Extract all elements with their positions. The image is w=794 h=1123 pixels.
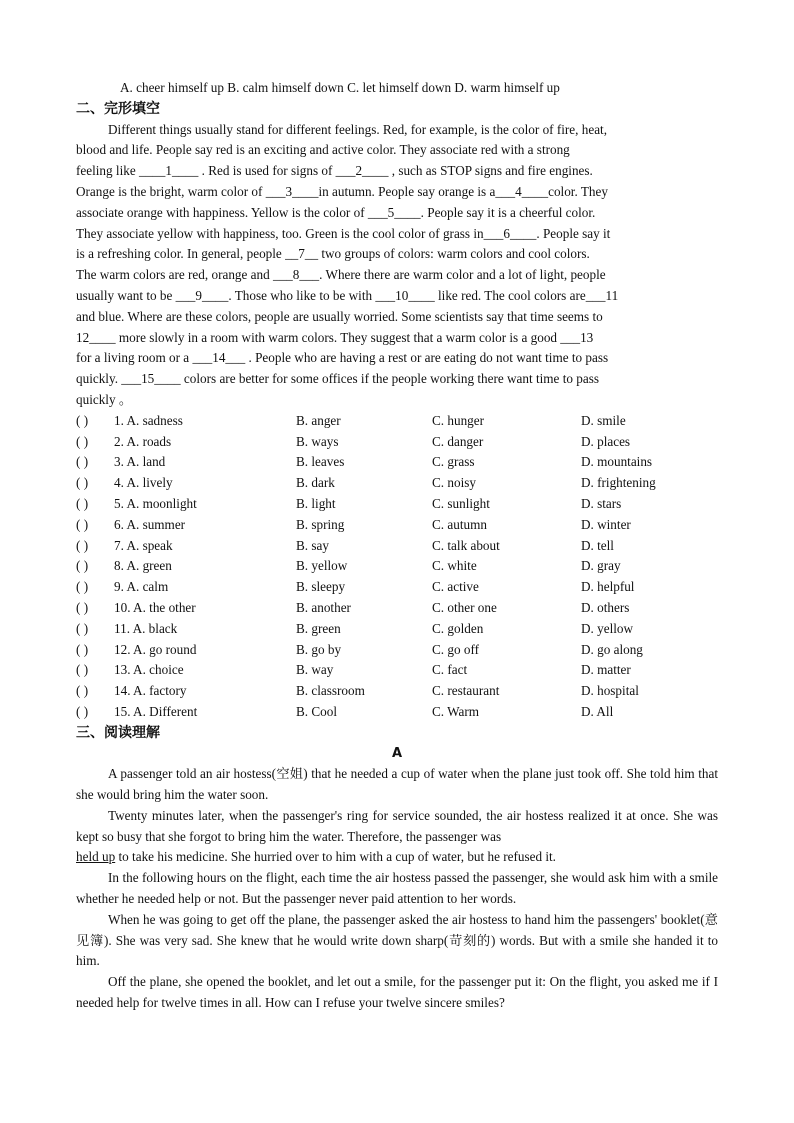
answer-bracket[interactable]: ( ) <box>76 516 89 532</box>
option-a: 8. A. green <box>114 558 172 574</box>
option-c: C. talk about <box>432 537 500 553</box>
option-c: C. danger <box>432 433 484 449</box>
answer-bracket[interactable]: ( ) <box>76 454 89 470</box>
reading-paragraph: In the following hours on the flight, each time the air hostess passed the passenger, she would ask him with a smile whether he needed help or not. But the passenger never paid attention to her words. <box>76 870 718 907</box>
answer-bracket[interactable]: ( ) <box>76 641 89 657</box>
option-b: B. ways <box>296 433 339 449</box>
reading-paragraph-text: to take his medicine. She hurried over to him with a cup of water, but he refused it. <box>115 849 556 865</box>
option-d: D. hospital <box>581 683 639 699</box>
question-row <box>76 411 718 432</box>
option-a: 7. A. speak <box>114 537 173 553</box>
option-d: D. smile <box>581 412 626 428</box>
answer-bracket[interactable]: ( ) <box>76 620 89 636</box>
reading-paragraph: A passenger told an air hostess(空姐) that he needed a cup of water when the plane just took off. She told him that she would bring him the water soon. <box>76 766 718 803</box>
option-d: D. All <box>581 703 614 719</box>
cloze-passage-line: and blue. Where are these colors, people are usually worried. Some scientists say that time seems to <box>76 308 603 324</box>
option-a: 3. A. land <box>114 454 166 470</box>
cloze-passage-line: The warm colors are red, orange and ___8___. Where there are warm color and a lot of light, people <box>76 267 606 283</box>
option-b: B. dark <box>296 475 335 491</box>
option-a: 12. A. go round <box>114 641 197 657</box>
option-d: D. frightening <box>581 475 656 491</box>
option-d: D. tell <box>581 537 614 553</box>
option-d: D. others <box>581 599 630 615</box>
option-c: C. autumn <box>432 516 487 532</box>
option-c: C. restaurant <box>432 683 500 699</box>
cloze-passage-line: quickly 。 <box>76 391 133 407</box>
cloze-passage-line: is a refreshing color. In general, people __7__ two groups of colors: warm colors and cool colors. <box>76 246 590 262</box>
reading-paragraph: When he was going to get off the plane, the passenger asked the air hostess to hand him the passengers' booklet(意见簿). She was very sad. She knew that he would write down sharp(苛刻的) words. But with a smile she handed it to him. <box>76 911 718 969</box>
question-row <box>76 494 718 515</box>
option-b: B. sleepy <box>296 579 346 595</box>
option-c: C. sunlight <box>432 495 490 511</box>
question-row <box>76 556 718 577</box>
question-row <box>76 619 718 640</box>
answer-bracket[interactable]: ( ) <box>76 703 89 719</box>
cloze-passage-line: Different things usually stand for different feelings. Red, for example, is the color of fire, heat, <box>108 121 608 137</box>
option-a: 1. A. sadness <box>114 412 183 428</box>
option-a: 5. A. moonlight <box>114 495 197 511</box>
option-d: D. helpful <box>581 579 635 595</box>
option-c: C. hunger <box>432 412 485 428</box>
cloze-passage-line: feeling like ____1____ . Red is used for signs of ___2____ , such as STOP signs and fire engines. <box>76 163 593 179</box>
option-d: D. go along <box>581 641 643 657</box>
answer-bracket[interactable]: ( ) <box>76 475 89 491</box>
question-row <box>76 681 718 702</box>
option-d: D. matter <box>581 662 631 678</box>
option-d: D. gray <box>581 558 621 574</box>
answer-bracket[interactable]: ( ) <box>76 433 89 449</box>
option-b: B. Cool <box>296 703 338 719</box>
option-b: B. leaves <box>296 454 345 470</box>
answer-bracket[interactable]: ( ) <box>76 599 89 615</box>
answer-bracket[interactable]: ( ) <box>76 662 89 678</box>
cloze-passage-line: quickly. ___15____ colors are better for some offices if the people working there want time to pass <box>76 371 599 387</box>
section-cloze-title: 二、完形填空 <box>76 100 160 117</box>
option-d: D. places <box>581 433 631 449</box>
cloze-question-list <box>76 411 718 723</box>
question-row <box>76 432 718 453</box>
option-c: C. active <box>432 579 479 595</box>
option-a: 11. A. black <box>114 620 178 636</box>
option-c: C. other one <box>432 599 497 615</box>
answer-bracket[interactable]: ( ) <box>76 579 89 595</box>
option-b: B. spring <box>296 516 345 532</box>
cloze-passage-line: associate orange with happiness. Yellow is the color of ___5____. People say it is a cheerful color. <box>76 204 596 220</box>
reading-paragraph-text: Twenty minutes later, when the passenger's ring for service sounded, the air hostess realized it at once. She was kept so busy that she forgot to bring him the water. Therefore, the passenger was <box>76 807 718 844</box>
answer-bracket[interactable]: ( ) <box>76 495 89 511</box>
option-c: C. go off <box>432 641 480 657</box>
option-b: B. way <box>296 662 334 678</box>
section-reading-title: 三、阅读理解 <box>76 724 160 741</box>
option-a: 13. A. choice <box>114 662 184 678</box>
option-c: C. grass <box>432 454 475 470</box>
question-row <box>76 640 718 661</box>
question-row <box>76 577 718 598</box>
underlined-phrase: held up <box>76 849 116 865</box>
cloze-passage-line: for a living room or a ___14___ . People who are having a rest or are eating do not want time to pass <box>76 350 609 366</box>
option-a: 15. A. Different <box>114 703 198 719</box>
option-a: 10. A. the other <box>114 599 196 615</box>
option-c: C. noisy <box>432 475 476 491</box>
answer-bracket[interactable]: ( ) <box>76 558 89 574</box>
question-row <box>76 473 718 494</box>
document-page <box>76 78 718 1014</box>
option-b: B. another <box>296 599 351 615</box>
answer-bracket[interactable]: ( ) <box>76 683 89 699</box>
option-b: B. light <box>296 495 336 511</box>
option-a: 6. A. summer <box>114 516 186 532</box>
question-row <box>76 598 718 619</box>
option-a: 14. A. factory <box>114 683 187 699</box>
option-b: B. classroom <box>296 683 365 699</box>
option-d: D. yellow <box>581 620 634 636</box>
question-row <box>76 536 718 557</box>
question-row <box>76 660 718 681</box>
cloze-passage-line: blood and life. People say red is an exciting and active color. They associate red with a strong <box>76 142 570 158</box>
option-b: B. anger <box>296 412 341 428</box>
option-b: B. green <box>296 620 341 636</box>
reading-paragraph <box>76 806 718 868</box>
cloze-passage-line: 12____ more slowly in a room with warm colors. They suggest that a warm color is a good ___13 <box>76 329 594 345</box>
cloze-passage <box>76 120 718 411</box>
answer-bracket[interactable]: ( ) <box>76 537 89 553</box>
reading-paragraph: Off the plane, she opened the booklet, and let out a smile, for the passenger put it: On the flight, you asked me if I needed help for twelve times in all. How can I refuse your twelve sincere smiles? <box>76 974 718 1011</box>
question-row <box>76 515 718 536</box>
option-d: D. stars <box>581 495 622 511</box>
option-c: C. white <box>432 558 477 574</box>
option-a: 2. A. roads <box>114 433 172 449</box>
question-row <box>76 452 718 473</box>
option-d: D. winter <box>581 516 631 532</box>
option-c: C. Warm <box>432 703 480 719</box>
option-a: 9. A. calm <box>114 579 169 595</box>
option-b: B. go by <box>296 641 342 657</box>
passage-label: A <box>391 745 403 761</box>
reading-passage <box>76 764 718 1014</box>
question-row <box>76 702 718 723</box>
option-a: 4. A. lively <box>114 475 173 491</box>
prev-question-options: A. cheer himself up B. calm himself down C. let himself down D. warm himself up <box>120 80 560 95</box>
answer-bracket[interactable]: ( ) <box>76 412 89 428</box>
option-b: B. say <box>296 537 329 553</box>
option-b: B. yellow <box>296 558 348 574</box>
cloze-passage-line: Orange is the bright, warm color of ___3____in autumn. People say orange is a___4____color. They <box>76 183 608 199</box>
option-c: C. golden <box>432 620 484 636</box>
cloze-passage-line: usually want to be ___9____. Those who like to be with ___10____ like red. The cool colors are___11 <box>76 287 619 303</box>
option-d: D. mountains <box>581 454 653 470</box>
option-c: C. fact <box>432 662 468 678</box>
cloze-passage-line: They associate yellow with happiness, too. Green is the cool color of grass in___6____. People say it <box>76 225 611 241</box>
